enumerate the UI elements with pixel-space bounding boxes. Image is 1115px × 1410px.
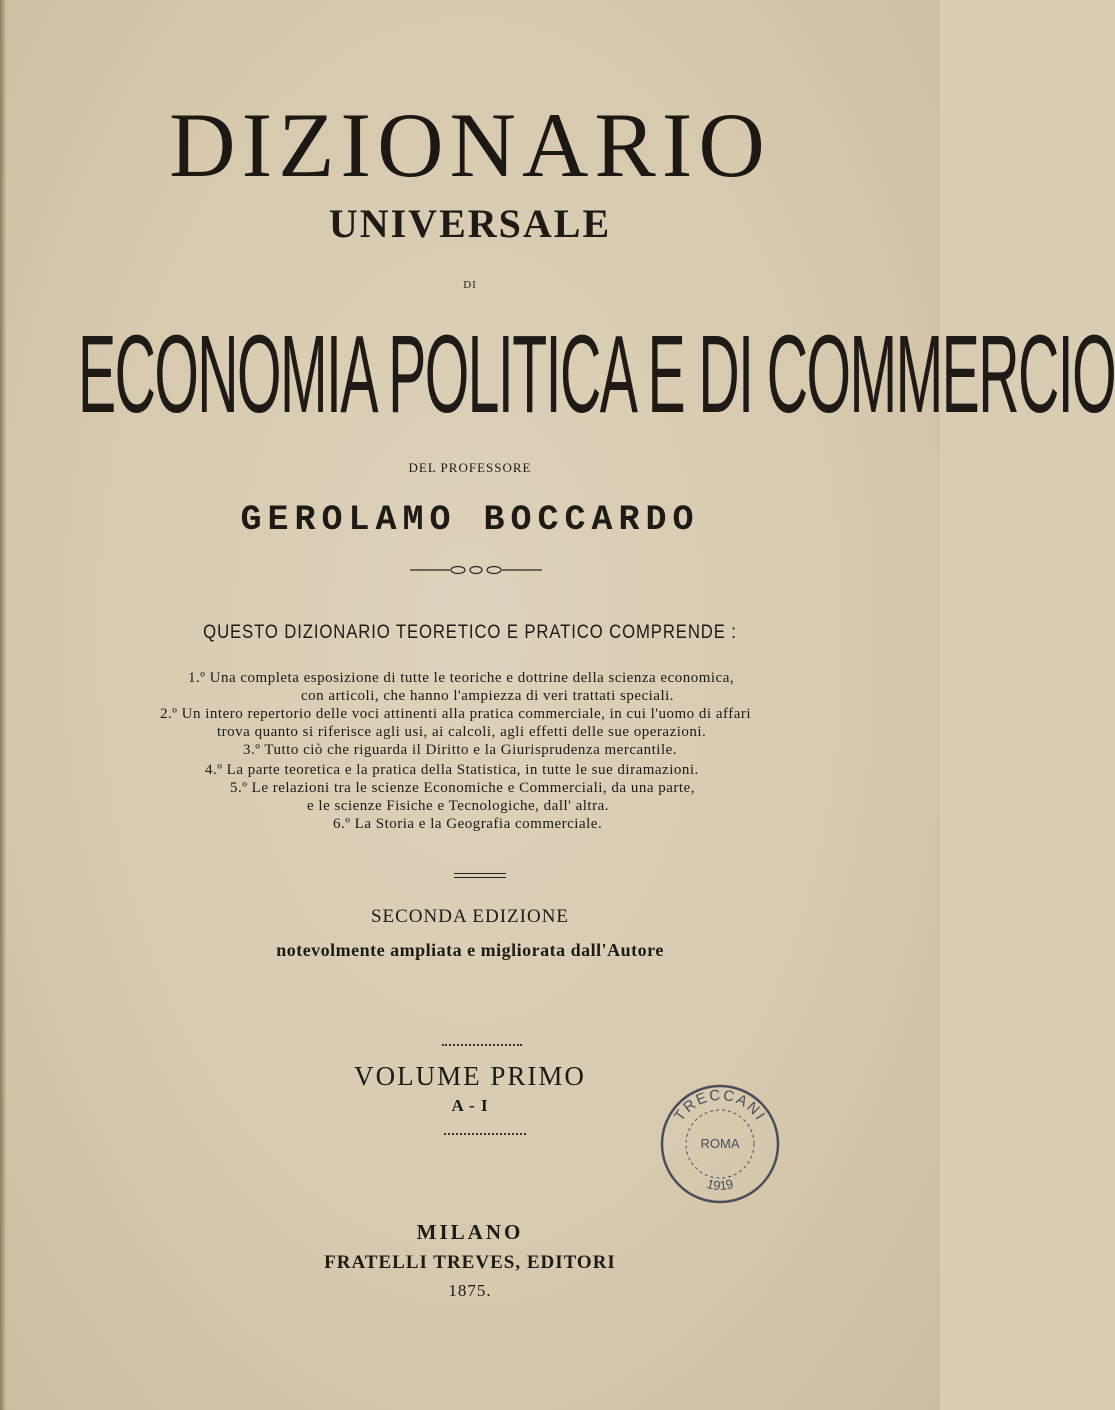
- contents-heading: QUESTO DIZIONARIO TEORETICO E PRATICO COMPRENDE :: [203, 622, 737, 643]
- ornament-divider: [410, 563, 542, 577]
- svg-text:TRECCANI: [671, 1087, 769, 1125]
- contents-line-1: 1.º Una completa esposizione di tutte le teoriche e dottrine della scienza economica,: [188, 670, 735, 686]
- imprint-year: 1875.: [448, 1281, 492, 1300]
- author-prefix: DEL PROFESSORE: [408, 460, 532, 475]
- author-name: GEROLAMO BOCCARDO: [240, 500, 700, 540]
- svg-text:1919: [705, 1176, 735, 1193]
- stamp-text-top: TRECCANI: [671, 1086, 770, 1125]
- library-stamp: [656, 1080, 784, 1208]
- volume-range: A - I: [451, 1096, 489, 1115]
- contents-line-4: trova quanto si riferisce agli usi, ai calcoli, agli effetti delle sue operazioni.: [217, 724, 707, 740]
- title-dizionario: DIZIONARIO: [169, 94, 771, 196]
- title-connector: DI: [463, 279, 477, 291]
- contents-line-9: 6.º La Storia e la Geografia commerciale.: [333, 816, 603, 832]
- edition-label: SECONDA EDIZIONE: [370, 906, 570, 927]
- title-subject: ECONOMIA POLITICA E DI COMMERCIO: [78, 313, 1115, 436]
- contents-line-7: 5.º Le relazioni tra le scienze Economiche e Commerciali, da una parte,: [230, 780, 695, 796]
- dotted-rule-bottom: [444, 1133, 526, 1135]
- contents-line-5: 3.º Tutto ciò che riguarda il Diritto e la Giurisprudenza mercantile.: [243, 742, 678, 758]
- volume-label: VOLUME PRIMO: [354, 1061, 586, 1091]
- double-rule: [454, 873, 506, 878]
- stamp-text-bottom: 1919: [705, 1176, 735, 1194]
- contents-line-3: 2.º Un intero repertorio delle voci attinenti alla pratica commerciale, in cui l'uomo di affari: [160, 706, 752, 722]
- title-universale: UNIVERSALE: [328, 201, 612, 246]
- imprint-city: MILANO: [416, 1220, 524, 1244]
- stamp-text-middle: ROMA: [700, 1136, 740, 1151]
- imprint-publisher: FRATELLI TREVES, EDITORI: [324, 1252, 616, 1273]
- contents-line-2: con articoli, che hanno l'ampiezza di veri trattati speciali.: [301, 688, 675, 704]
- contents-line-8: e le scienze Fisiche e Tecnologiche, dall' altra.: [307, 798, 610, 814]
- contents-line-6: 4.º La parte teoretica e la pratica della Statistica, in tutte le sue diramazioni.: [205, 762, 699, 778]
- dotted-rule-top: [442, 1044, 522, 1046]
- edition-note: notevolmente ampliata e migliorata dall'Autore: [276, 940, 664, 960]
